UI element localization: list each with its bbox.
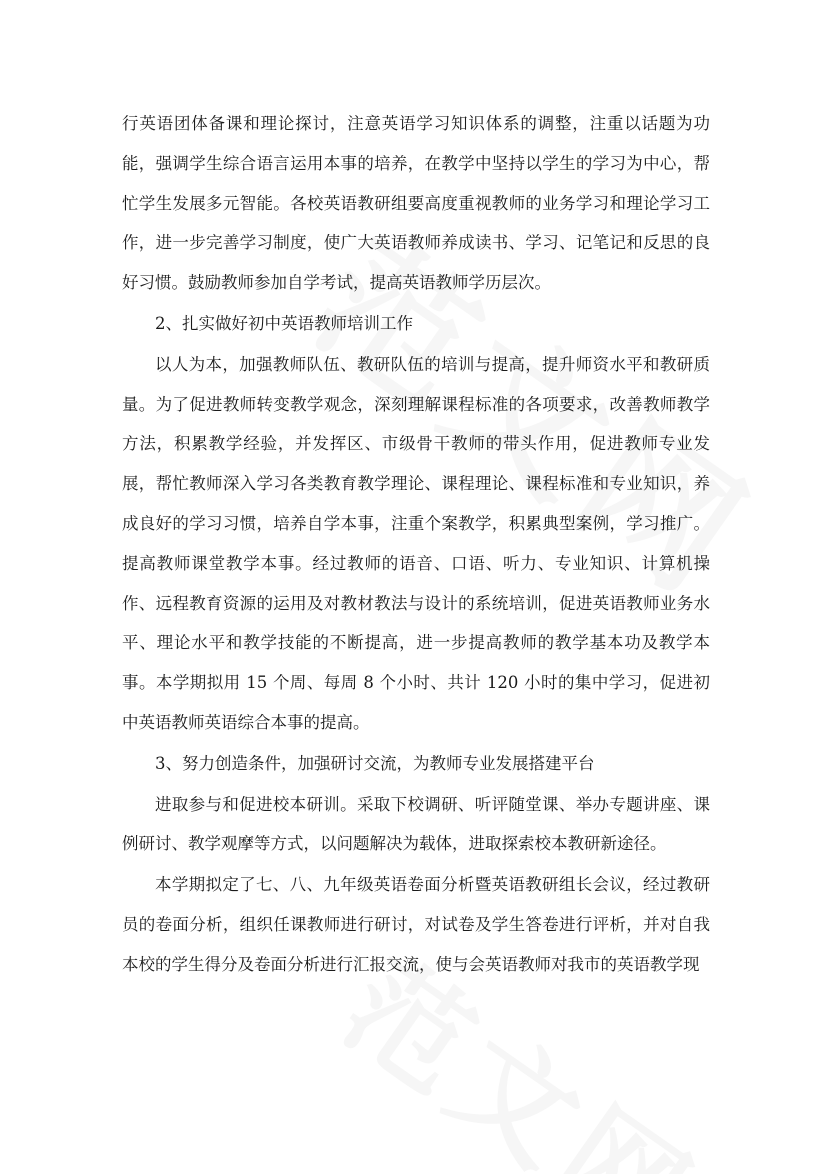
section-heading-2: 2、扎实做好初中英语教师培训工作: [155, 313, 413, 333]
document-body: [122, 104, 710, 985]
paragraph-teacher-training: 以人为本，加强教师队伍、教研队伍的培训与提高，提升师资水平和教研质量。为了促进教师转变教学观念，深刻理解课程标准的各项要求，改善教师教学方法，积累教学经验，并发挥区、市级骨干教师的带头作用，促进教师专业发展，帮忙教师深入学习各类教育教学理论、课程理论、课程标准和专业知识，养成良好的学习习惯，培养自学本事，注重个案教学，积累典型案例，学习推广。提高教师课堂教学本事。经过教师的语音、口语、听力、专业知识、计算机操作、远程教育资源的运用及对教材教法与设计的系统培训，促进英语教师业务水平、理论水平和教学技能的不断提高，进一步提高教师的教学基本功及教学本事。本学期拟用 15 个周、每周 8 个小时、共计 120 小时的集中学习，促进初中英语教师英语综合本事的提高。: [122, 354, 710, 732]
paragraph-school-research: 进取参与和促进校本研训。采取下校调研、听评随堂课、举办专题讲座、课例研讨、教学观摩等方式，以问题解决为载体，进取探索校本教研新途径。: [122, 794, 710, 854]
section-heading-3: 3、努力创造条件，加强研讨交流，为教师专业发展搭建平台: [155, 753, 595, 773]
paragraph-continued: 行英语团体备课和理论探讨，注意英语学习知识体系的调整，注重以话题为功能，强调学生综合语言运用本事的培养，在教学中坚持以学生的学习为中心，帮忙学生发展多元智能。各校英语教研组要高度重视教师的业务学习和理论学习工作，进一步完善学习制度，使广大英语教师养成读书、学习、记笔记和反思的良好习惯。鼓励教师参加自学考试，提高英语教师学历层次。: [122, 114, 710, 293]
paragraph-exam-analysis: 本学期拟定了七、八、九年级英语卷面分析暨英语教研组长会议，经过教研员的卷面分析，组织任课教师进行研讨，对试卷及学生答卷进行评析，并对自我本校的学生得分及卷面分析进行汇报交流，使与会英语教师对我市的英语教学现: [122, 875, 710, 974]
